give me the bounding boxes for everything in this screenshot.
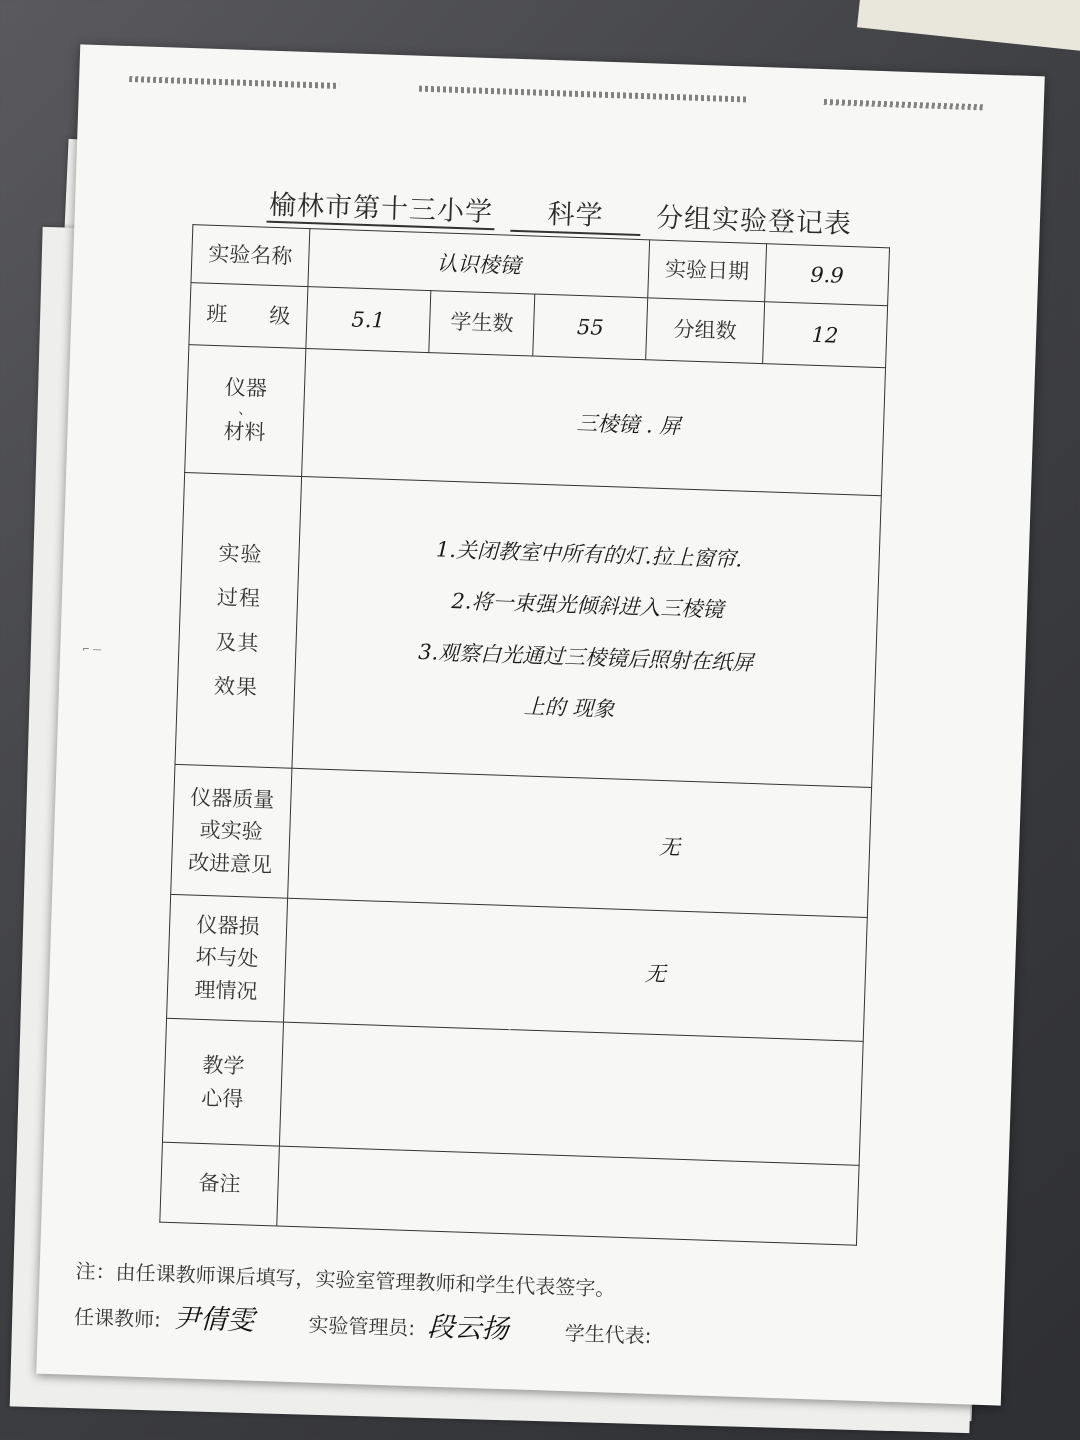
row-quality (171, 764, 872, 917)
student-rep-label: 学生代表: (564, 1321, 652, 1349)
class-value: 5.1 (306, 287, 431, 353)
experiment-name-value: 认识棱镜 (308, 229, 650, 298)
admin-signature: 段云扬 (427, 1311, 510, 1346)
registration-form-sheet (36, 44, 1045, 1405)
row-materials (185, 345, 886, 496)
process-step: 3.观察白光通过三棱镜后照射在纸屏 (417, 639, 754, 675)
groups-label: 分组数 (646, 298, 765, 364)
process-label-line: 及其 (215, 629, 260, 656)
admin-label: 实验管理员: (308, 1312, 416, 1341)
materials-label (185, 345, 306, 477)
quality-value: 无 (287, 768, 871, 917)
materials-label-sep: 、 (237, 401, 253, 419)
experiment-name-label: 实验名称 (191, 225, 310, 287)
teacher-signature: 尹倩雯 (172, 1303, 255, 1337)
quality-label-line: 仪器质量 (189, 785, 275, 812)
experiment-date-label: 实验日期 (648, 240, 767, 302)
damage-label-line: 理情况 (194, 977, 258, 1004)
signature-line (74, 1293, 975, 1362)
materials-label-line1: 仪器 (224, 375, 268, 402)
damage-label-line: 仪器损 (196, 912, 260, 939)
materials-value: 三棱镜 . 屏 (301, 349, 885, 496)
students-label: 学生数 (429, 291, 535, 356)
class-label: 班 级 (189, 283, 308, 349)
experiment-date-value: 9.9 (765, 244, 890, 306)
margin-mark: ⌐ — (82, 644, 102, 656)
background-paper-corner (857, 0, 1080, 52)
process-step: 上的 现象 (523, 694, 615, 722)
reflection-label (162, 1018, 283, 1146)
groups-value: 12 (762, 302, 887, 368)
row-process (175, 473, 881, 788)
subject-name: 科学 (510, 191, 641, 236)
damage-label (167, 894, 288, 1022)
footer-note: 注：由任课教师课后填写，实验室管理教师和学生代表签字。 (75, 1258, 616, 1301)
reflection-value (279, 1022, 863, 1165)
process-label-line: 效果 (213, 673, 259, 700)
process-label-line: 过程 (216, 585, 262, 612)
damage-label-line: 坏与处 (195, 944, 259, 971)
toner-streak (824, 99, 984, 110)
registration-table (159, 224, 890, 1246)
toner-streak (129, 76, 339, 89)
quality-label (171, 764, 292, 898)
quality-label-line: 或实验 (199, 817, 264, 845)
remarks-label: 备注 (160, 1142, 279, 1226)
reflection-label-line: 心得 (200, 1085, 244, 1111)
process-label (175, 473, 301, 769)
school-name: 榆林市第十三小学 (267, 190, 496, 231)
process-step: 2.将一束强光倾斜进入三棱镜 (451, 589, 724, 623)
materials-label-line2: 材料 (223, 419, 266, 445)
damage-value: 无 (283, 898, 867, 1041)
process-step: 1.关闭教室中所有的灯.拉上窗帘. (435, 537, 743, 572)
students-value: 55 (533, 294, 648, 360)
teacher-label: 任课教师: (73, 1304, 162, 1332)
process-label-line: 实验 (218, 541, 263, 567)
reflection-label-line: 教学 (202, 1052, 245, 1079)
row-reflection (162, 1018, 863, 1165)
row-damage (167, 894, 868, 1041)
quality-label-line: 改进意见 (187, 850, 273, 877)
form-name: 分组实验登记表 (655, 202, 853, 241)
process-steps (292, 476, 882, 787)
toner-streak (419, 86, 749, 103)
